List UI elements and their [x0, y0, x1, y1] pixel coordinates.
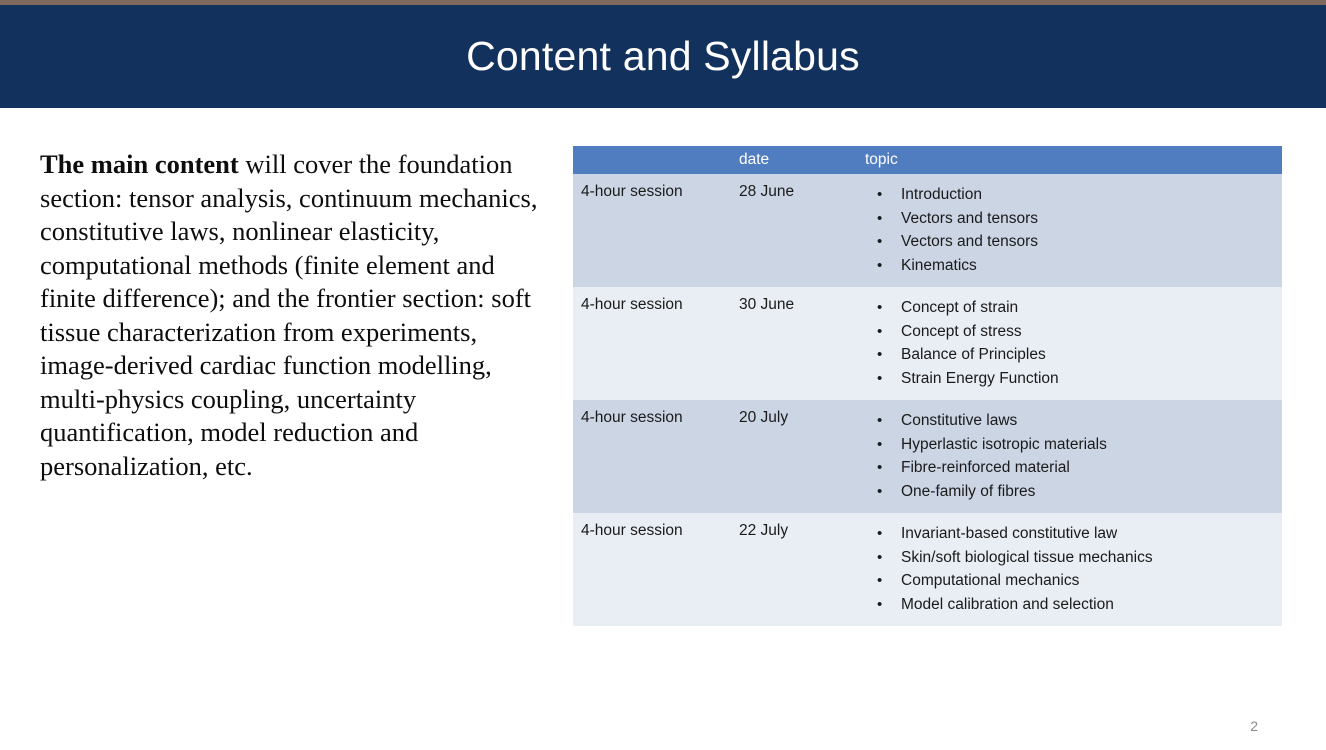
list-item: • Concept of stress: [865, 320, 1274, 344]
topic-list: [865, 409, 1274, 503]
list-item: • Strain Energy Function: [865, 367, 1274, 391]
list-item: • Vectors and tensors: [865, 207, 1274, 231]
paragraph-rest: will cover the foundation section: tensor analysis, continuum mechanics, constitutive laws, nonlinear elasticity, computational methods (finite element and finite difference); and the frontier section: soft tissue characterization from experiments, image-derived cardiac function modelling, multi-physics coupling, uncertainty quantification, model reduction and personalization, etc.: [40, 149, 538, 481]
cell-topic: [857, 400, 1282, 513]
cell-session: 4-hour session: [573, 513, 731, 626]
syllabus-table-wrapper: [573, 146, 1282, 626]
list-item: • Skin/soft biological tissue mechanics: [865, 546, 1274, 570]
topic-list: [865, 522, 1274, 616]
list-item: • Hyperlastic isotropic materials: [865, 433, 1274, 457]
topic-list: [865, 183, 1274, 277]
list-item: • Model calibration and selection: [865, 593, 1274, 617]
cell-session: 4-hour session: [573, 174, 731, 287]
table-header: [573, 146, 1282, 174]
page-title: Content and Syllabus: [466, 33, 860, 79]
list-item: • Concept of strain: [865, 296, 1274, 320]
list-item: • Invariant-based constitutive law: [865, 522, 1274, 546]
list-item: • Introduction: [865, 183, 1274, 207]
list-item: • Kinematics: [865, 254, 1274, 278]
cell-date: 28 June: [731, 174, 857, 287]
list-item: • One-family of fibres: [865, 480, 1274, 504]
table-body: [573, 174, 1282, 626]
cell-topic: [857, 513, 1282, 626]
title-bar: [0, 5, 1326, 108]
main-content-paragraph: [40, 148, 540, 483]
cell-session: 4-hour session: [573, 400, 731, 513]
list-item: • Computational mechanics: [865, 569, 1274, 593]
list-item: • Constitutive laws: [865, 409, 1274, 433]
column-header-session: [573, 146, 731, 174]
table-row: [573, 513, 1282, 626]
syllabus-table: [573, 146, 1282, 626]
column-header-date: date: [731, 146, 857, 174]
column-header-topic: topic: [857, 146, 1282, 174]
list-item: • Fibre-reinforced material: [865, 456, 1274, 480]
cell-topic: [857, 287, 1282, 400]
table-row: [573, 287, 1282, 400]
table-header-row: [573, 146, 1282, 174]
table-row: [573, 174, 1282, 287]
list-item: • Balance of Principles: [865, 343, 1274, 367]
list-item: • Vectors and tensors: [865, 230, 1274, 254]
topic-list: [865, 296, 1274, 390]
page-number: 2: [1250, 718, 1258, 734]
cell-date: 22 July: [731, 513, 857, 626]
table-row: [573, 400, 1282, 513]
cell-session: 4-hour session: [573, 287, 731, 400]
cell-date: 30 June: [731, 287, 857, 400]
cell-topic: [857, 174, 1282, 287]
paragraph-lead: The main content: [40, 149, 239, 179]
cell-date: 20 July: [731, 400, 857, 513]
